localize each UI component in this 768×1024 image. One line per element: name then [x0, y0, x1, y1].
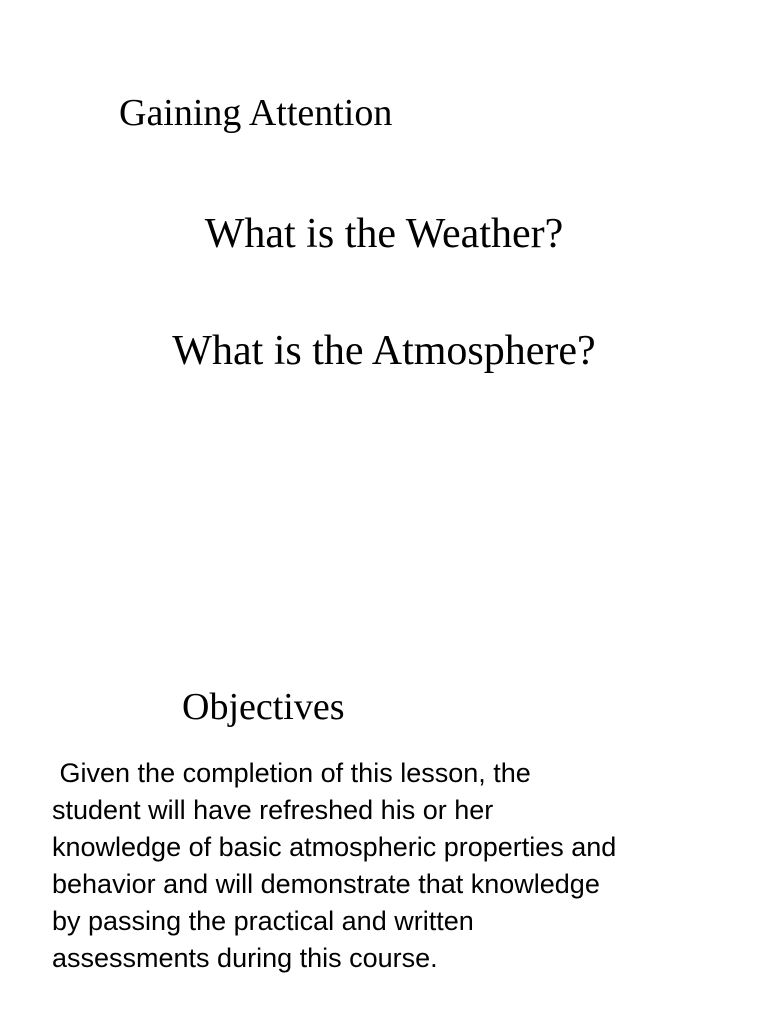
question-atmosphere: What is the Atmosphere? — [172, 328, 596, 374]
slide-title-objectives: Objectives — [182, 686, 345, 728]
slide-objectives — [0, 512, 768, 1024]
slide-title-gaining-attention: Gaining Attention — [119, 92, 393, 134]
question-weather: What is the Weather? — [204, 211, 564, 257]
objectives-body-text: Given the completion of this lesson, the student will have refreshed his or her knowledge of basic atmospheric properties and behavior and will demonstrate that knowledge by passing the practical and written assessments during this course. — [52, 758, 617, 973]
